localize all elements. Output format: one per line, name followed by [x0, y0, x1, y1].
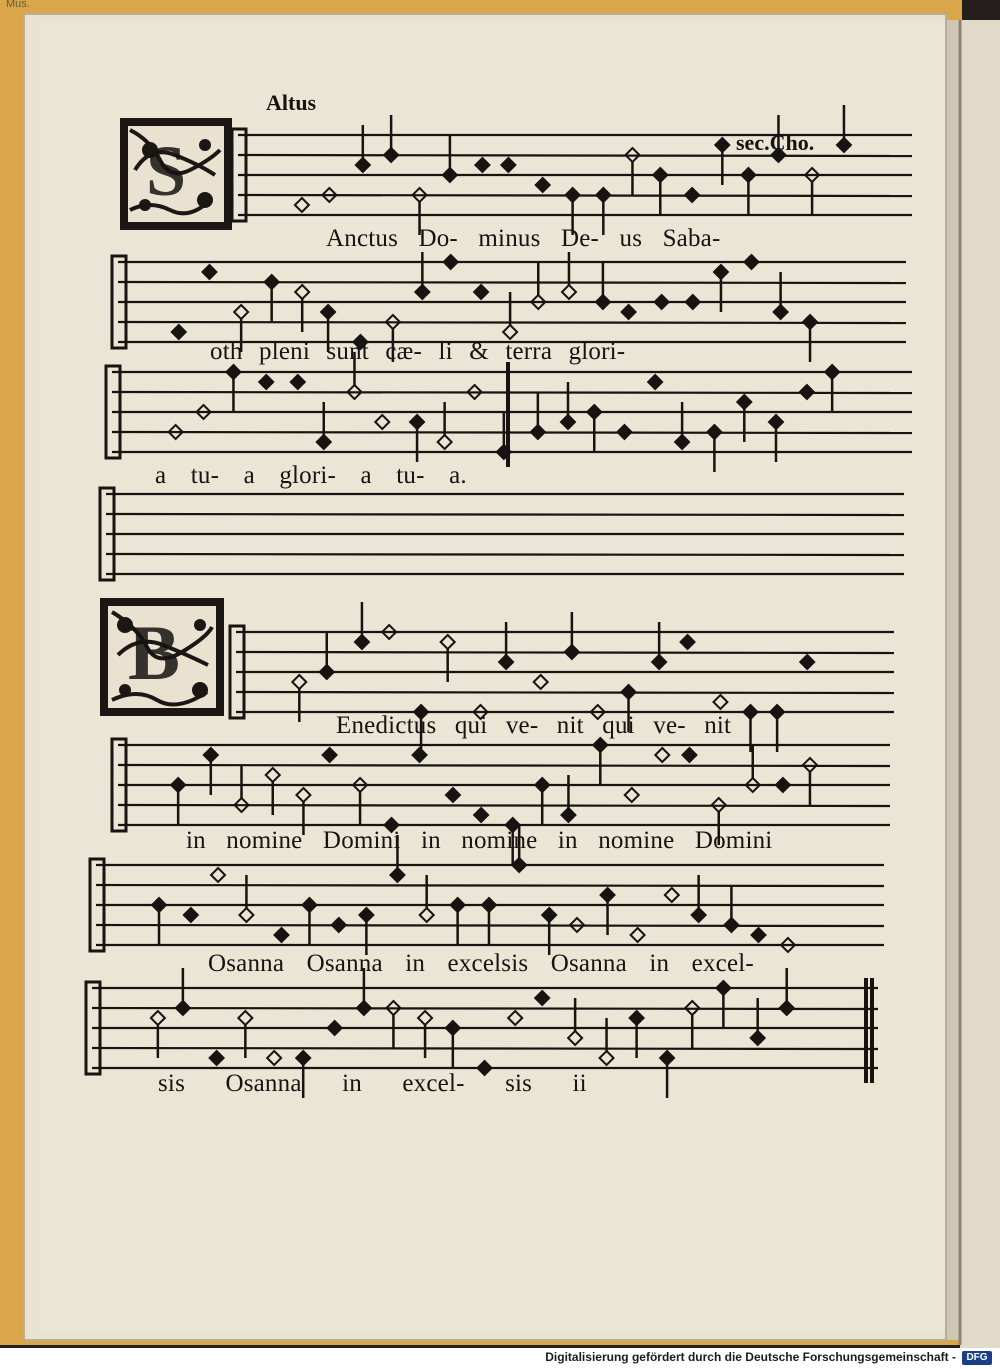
lyric-line-4: Enedictus qui ve- nit qui ve- nit	[336, 712, 732, 739]
lyric-line-1: Anctus Do- minus De- us Saba-	[326, 225, 721, 252]
footer-credit: Digitalisierung gefördert durch die Deutsche Forschungsgemeinschaft -	[545, 1350, 956, 1364]
staff-line	[96, 885, 884, 886]
lyric-line-2: oth pleni sunt cæ- li & terra glori-	[210, 338, 626, 365]
chorus-header: sec.Cho.	[736, 130, 815, 155]
staff-line	[112, 392, 912, 393]
staff-line	[112, 432, 912, 433]
lyric-line-5: in nomine Domini in nomine in nomine Domini	[186, 827, 773, 854]
staff-line	[118, 282, 906, 283]
voice-part-header: Altus	[266, 90, 317, 115]
staff-line	[106, 554, 904, 555]
staff-line	[118, 322, 906, 323]
lyric-line-6: Osanna Osanna in excelsis Osanna in excel-	[208, 950, 754, 977]
staff-line	[118, 765, 890, 766]
dfg-logo-icon: DFG	[962, 1351, 992, 1365]
staff-line	[92, 1048, 878, 1049]
footer-bar	[0, 1348, 1000, 1369]
lyric-line-3: a tu- a glori- a tu- a.	[155, 462, 467, 489]
staff-line	[92, 1008, 878, 1009]
facing-page	[960, 20, 1000, 1350]
initial-letter-b: B	[128, 609, 181, 696]
initial-letter-s: S	[146, 131, 187, 211]
staff-line	[236, 692, 894, 693]
corner-mark: Mus.	[6, 0, 30, 10]
lyric-line-7: sis Osanna in excel- sis ii	[158, 1070, 587, 1097]
staff-line	[106, 514, 904, 515]
